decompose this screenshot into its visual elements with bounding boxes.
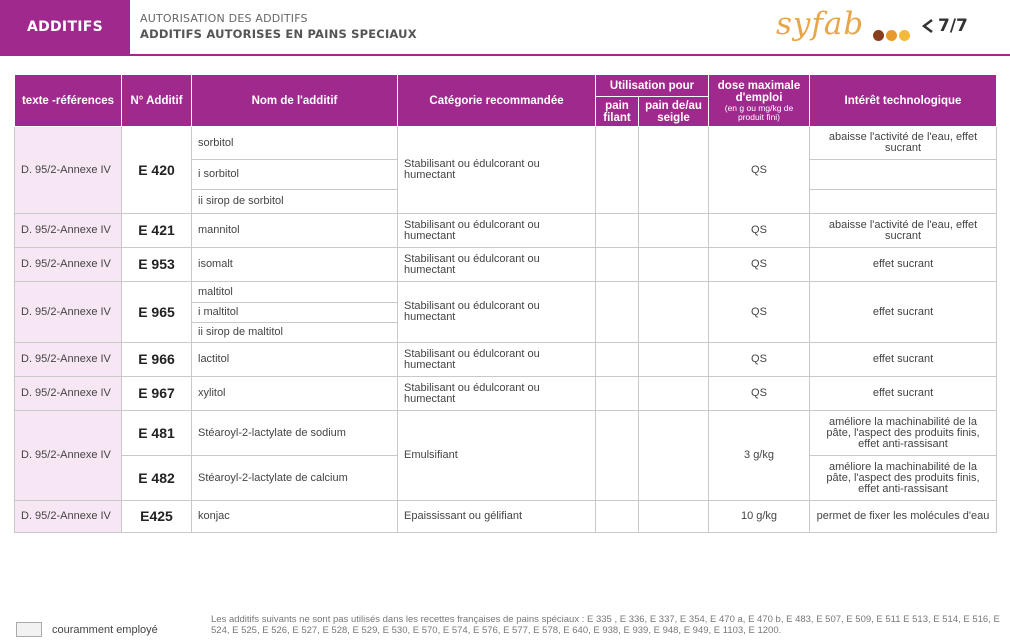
header-dose bbox=[709, 75, 810, 127]
usage-filant-cell bbox=[596, 248, 639, 282]
table-row bbox=[15, 411, 997, 456]
interest-cell: effet sucrant bbox=[810, 343, 997, 377]
header-usage-seigle: pain de/au seigle bbox=[639, 97, 709, 127]
additive-name: ii sirop de sorbitol bbox=[192, 190, 398, 214]
table-row bbox=[15, 248, 997, 282]
interest-cell: abaisse l'activité de l'eau, effet sucrant bbox=[810, 127, 997, 160]
header-category: Catégorie recommandée bbox=[398, 75, 596, 127]
usage-filant-cell bbox=[596, 282, 639, 343]
additive-name: Stéaroyl-2-lactylate de calcium bbox=[192, 456, 398, 501]
usage-seigle-cell bbox=[639, 214, 709, 248]
table-row bbox=[15, 377, 997, 411]
interest-cell bbox=[810, 160, 997, 190]
additive-name: Stéaroyl-2-lactylate de sodium bbox=[192, 411, 398, 456]
category-cell: Stabilisant ou édulcorant ou humectant bbox=[398, 127, 596, 214]
interest-cell bbox=[810, 190, 997, 214]
ref-cell: D. 95/2-Annexe IV bbox=[15, 214, 122, 248]
interest-cell: permet de fixer les molécules d'eau bbox=[810, 501, 997, 533]
additive-name: mannitol bbox=[192, 214, 398, 248]
dose-cell: QS bbox=[709, 127, 810, 214]
header-interest: Intérêt technologique bbox=[810, 75, 997, 127]
legend-label: couramment employé bbox=[52, 623, 158, 636]
usage-filant-cell bbox=[596, 411, 639, 501]
legend bbox=[16, 622, 158, 637]
ref-cell: D. 95/2-Annexe IV bbox=[15, 377, 122, 411]
additive-number: E 482 bbox=[122, 456, 192, 501]
category-cell: Stabilisant ou édulcorant ou humectant bbox=[398, 282, 596, 343]
page-header bbox=[0, 0, 1010, 56]
category-cell: Stabilisant ou édulcorant ou humectant bbox=[398, 248, 596, 282]
usage-seigle-cell bbox=[639, 127, 709, 214]
additive-number: E 420 bbox=[122, 127, 192, 214]
header-usage: Utilisation pour bbox=[596, 75, 709, 97]
dose-cell: QS bbox=[709, 214, 810, 248]
header-num: N° Additif bbox=[122, 75, 192, 127]
ref-cell: D. 95/2-Annexe IV bbox=[15, 343, 122, 377]
interest-cell: effet sucrant bbox=[810, 282, 997, 343]
logo-dot bbox=[899, 30, 910, 41]
ref-cell: D. 95/2-Annexe IV bbox=[15, 282, 122, 343]
category-cell: Emulsifiant bbox=[398, 411, 596, 501]
additive-number: E425 bbox=[122, 501, 192, 533]
header-rule bbox=[0, 54, 1010, 56]
footnote: Les additifs suivants ne sont pas utilisés dans les recettes françaises de pains spéciaux : E 335 , E 336, E 337, E 354, E 470 a, E 470 b, E 483, E 507, E 509, E 511 E 513, E 514, E 516, E 524, E 525, E 526, E 527, E 528, E 529, E 530, E 570, E 574, E 576, E 577, E 578, E 640, E 938, E 939, E 948, E 949, E 1103, E 1200. bbox=[211, 614, 1000, 636]
additive-name: lactitol bbox=[192, 343, 398, 377]
additive-name: i sorbitol bbox=[192, 160, 398, 190]
interest-cell: améliore la machinabilité de la pâte, l'aspect des produits finis, effet anti-rassisant bbox=[810, 456, 997, 501]
usage-seigle-cell bbox=[639, 282, 709, 343]
dose-cell: 3 g/kg bbox=[709, 411, 810, 501]
additive-number: E 966 bbox=[122, 343, 192, 377]
additive-name: ii sirop de maltitol bbox=[192, 323, 398, 343]
section-badge: ADDITIFS bbox=[0, 0, 130, 54]
interest-cell: améliore la machinabilité de la pâte, l'aspect des produits finis, effet anti-rassisant bbox=[810, 411, 997, 456]
additive-number: E 953 bbox=[122, 248, 192, 282]
additive-name: maltitol bbox=[192, 282, 398, 303]
usage-filant-cell bbox=[596, 214, 639, 248]
interest-cell: effet sucrant bbox=[810, 377, 997, 411]
legend-swatch bbox=[16, 622, 42, 637]
interest-cell: effet sucrant bbox=[810, 248, 997, 282]
ref-cell: D. 95/2-Annexe IV bbox=[15, 248, 122, 282]
syfab-logo: syfab bbox=[776, 6, 865, 42]
usage-seigle-cell bbox=[639, 501, 709, 533]
dose-cell: QS bbox=[709, 282, 810, 343]
additives-table bbox=[14, 74, 997, 533]
additive-number: E 421 bbox=[122, 214, 192, 248]
category-cell: Epaississant ou gélifiant bbox=[398, 501, 596, 533]
usage-seigle-cell bbox=[639, 343, 709, 377]
header-ref: texte -références bbox=[15, 75, 122, 127]
dose-cell: QS bbox=[709, 248, 810, 282]
additive-name: i maltitol bbox=[192, 303, 398, 323]
page-number: 7/7 bbox=[938, 16, 968, 36]
logo-dot bbox=[886, 30, 897, 41]
additive-number: E 481 bbox=[122, 411, 192, 456]
usage-seigle-cell bbox=[639, 411, 709, 501]
table-row bbox=[15, 282, 997, 303]
header-dose-note: (en g ou mg/kg de produit fini) bbox=[724, 102, 794, 122]
category-cell: Stabilisant ou édulcorant ou humectant bbox=[398, 214, 596, 248]
header-usage-filant: pain filant bbox=[596, 97, 639, 127]
header-subtitle: AUTORISATION DES ADDITIFS bbox=[140, 12, 308, 25]
ref-cell: D. 95/2-Annexe IV bbox=[15, 127, 122, 214]
additive-name: konjac bbox=[192, 501, 398, 533]
additive-name: xylitol bbox=[192, 377, 398, 411]
dose-cell: QS bbox=[709, 343, 810, 377]
category-cell: Stabilisant ou édulcorant ou humectant bbox=[398, 377, 596, 411]
ref-cell: D. 95/2-Annexe IV bbox=[15, 501, 122, 533]
additive-number: E 967 bbox=[122, 377, 192, 411]
additive-number: E 965 bbox=[122, 282, 192, 343]
logo-dot bbox=[873, 30, 884, 41]
table-row bbox=[15, 343, 997, 377]
header-name: Nom de l'additif bbox=[192, 75, 398, 127]
usage-seigle-cell bbox=[639, 248, 709, 282]
usage-filant-cell bbox=[596, 127, 639, 214]
interest-cell: abaisse l'activité de l'eau, effet sucrant bbox=[810, 214, 997, 248]
header-title: ADDITIFS AUTORISES EN PAINS SPECIAUX bbox=[140, 27, 417, 41]
header-dose-label: dose maximale d'emploi bbox=[717, 79, 801, 104]
additive-name: isomalt bbox=[192, 248, 398, 282]
chevron-left-icon[interactable] bbox=[922, 19, 934, 33]
table-row bbox=[15, 214, 997, 248]
dose-cell: 10 g/kg bbox=[709, 501, 810, 533]
page-nav[interactable] bbox=[922, 16, 968, 36]
logo-dots bbox=[873, 30, 910, 41]
category-cell: Stabilisant ou édulcorant ou humectant bbox=[398, 343, 596, 377]
usage-seigle-cell bbox=[639, 377, 709, 411]
usage-filant-cell bbox=[596, 377, 639, 411]
dose-cell: QS bbox=[709, 377, 810, 411]
table-row bbox=[15, 127, 997, 160]
additive-name: sorbitol bbox=[192, 127, 398, 160]
usage-filant-cell bbox=[596, 501, 639, 533]
usage-filant-cell bbox=[596, 343, 639, 377]
table-row bbox=[15, 501, 997, 533]
ref-cell: D. 95/2-Annexe IV bbox=[15, 411, 122, 501]
